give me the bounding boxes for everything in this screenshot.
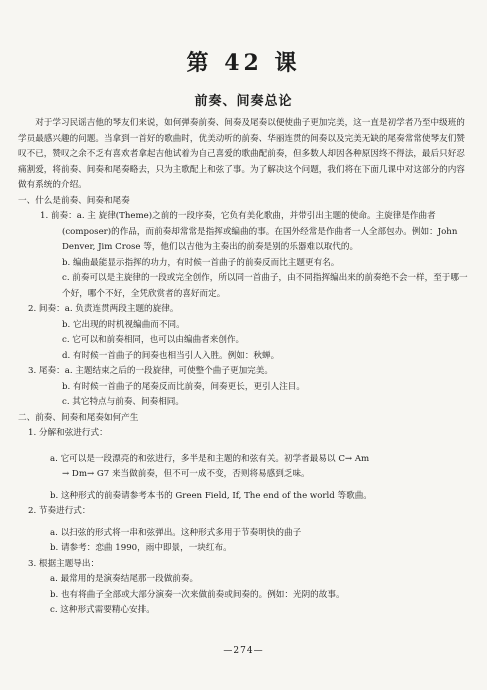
page-number: —274—: [223, 646, 264, 656]
section-1-item-outro-a: 3. 尾奏：a. 主题结束之后的一段旋律，可使整个曲子更加完美。: [28, 366, 273, 376]
section-1-heading: 一、什么是前奏、间奏和尾奏: [18, 195, 130, 206]
section-1-item-prelude-b: b. 编曲最能显示指挥的功力，有时候一首曲子的前奏反而比主题更有名。: [62, 257, 340, 268]
section-2-sub1-a-line2: → Dm→ G7 来当做前奏，但不可一成不变，否则将易感到乏味。: [62, 469, 310, 479]
section-1-item-interlude-d: d. 有时候一首曲子的间奏也相当引人入胜。例如：秋蝉。: [62, 350, 280, 361]
section-1-item-interlude-b: b. 它出现的时机视编曲而不同。: [62, 319, 185, 330]
section-2-sub3-b: b. 也有将曲子全部或大部分演奏一次来做前奏或间奏的。例如：光阴的故事。: [50, 589, 345, 600]
section-2-sub3-c: c. 这种形式需要精心安排。: [50, 605, 155, 615]
section-2-sub1-b: b. 这种形式的前奏请参考本书的 Green Field, If, The end of the world 等歌曲。: [50, 490, 372, 501]
section-1-item-outro-c: c. 其它特点与前奏、间奏相同。: [62, 397, 184, 407]
section-1-item-interlude-c: c. 它可以和前奏相同，也可以由编曲者来创作。: [62, 335, 245, 345]
section-2-sub3: 3. 根据主题导出：: [28, 558, 100, 569]
section-2-sub2-a: a. 以扫弦的形式将一串和弦弹出。这种形式多用于节奏明快的曲子: [50, 527, 302, 538]
section-1-item-prelude-a: 1. 前奏：a. 主 旋律(Theme)之前的一段序奏，它负有美化歌曲，并带引出主题的使命。主旋律是作曲者(composer)的作品，而前奏却常常是指挥或编曲的事。在国外经常是作曲者一人全部包办。例如：John Denver, Jim Crose 等，他们以吉他为主奏出的前奏是别的乐器难以取代的。: [40, 211, 458, 252]
section-2-sub1: 1. 分解和弦进行式：: [28, 428, 108, 438]
lesson-title: 第 42 课: [186, 50, 301, 76]
document-body: [18, 116, 470, 619]
section-2-sub2: 2. 节奏进行式：: [28, 506, 91, 516]
intro-paragraph: 对于学习民谣吉他的琴友们来说，如何弹奏前奏、间奏及尾奏以便使曲子更加完美，这一直是初学者乃至中级班的学员最感兴趣的问题。当拿到一首好的歌曲时，优美动听的前奏、华丽连贯的间奏以及完美无缺的尾奏常常使琴友们赞叹不已，赞叹之余不乏有喜欢者拿起吉他试着为自己喜爱的歌曲配前奏，但多数人却因各种原因终不得法，最后只好忍痛割爱，将前奏、间奏和尾奏略去，只为主歌配上和弦了事。为了解决这个问题，我们将在下面几课中对这部分的内容做有系统的介绍。: [18, 118, 465, 190]
lesson-subtitle: 前奏、间奏总论: [194, 94, 293, 109]
section-1-item-outro-b: b. 有时候一首曲子的尾奏反而比前奏，间奏更长，更引人注目。: [62, 381, 305, 392]
section-1-item-prelude-c: c. 前奏可以是主旋律的一段或完全创作，所以同一首曲子，由不同指挥编出来的前奏绝不会一样，至于哪一个好，哪个不好，全凭欣赏者的喜好而定。: [62, 273, 468, 299]
section-1-item-interlude-a: 2. 间奏：a. 负责连贯两段主题的旋律。: [28, 304, 179, 314]
section-2-heading: 二、前奏、间奏和尾奏如何产生: [18, 412, 139, 423]
section-2-sub2-b: b. 请参考：恋曲 1990，雨中即景，一块红布。: [50, 543, 232, 553]
section-2-sub1-a-line1: a. 它可以是一段漂亮的和弦进行，多半是和主题的和弦有关。初学者最易以 C→ Am: [50, 453, 370, 464]
section-2-sub3-a: a. 最常用的是演奏结尾那一段做前奏。: [50, 574, 199, 584]
